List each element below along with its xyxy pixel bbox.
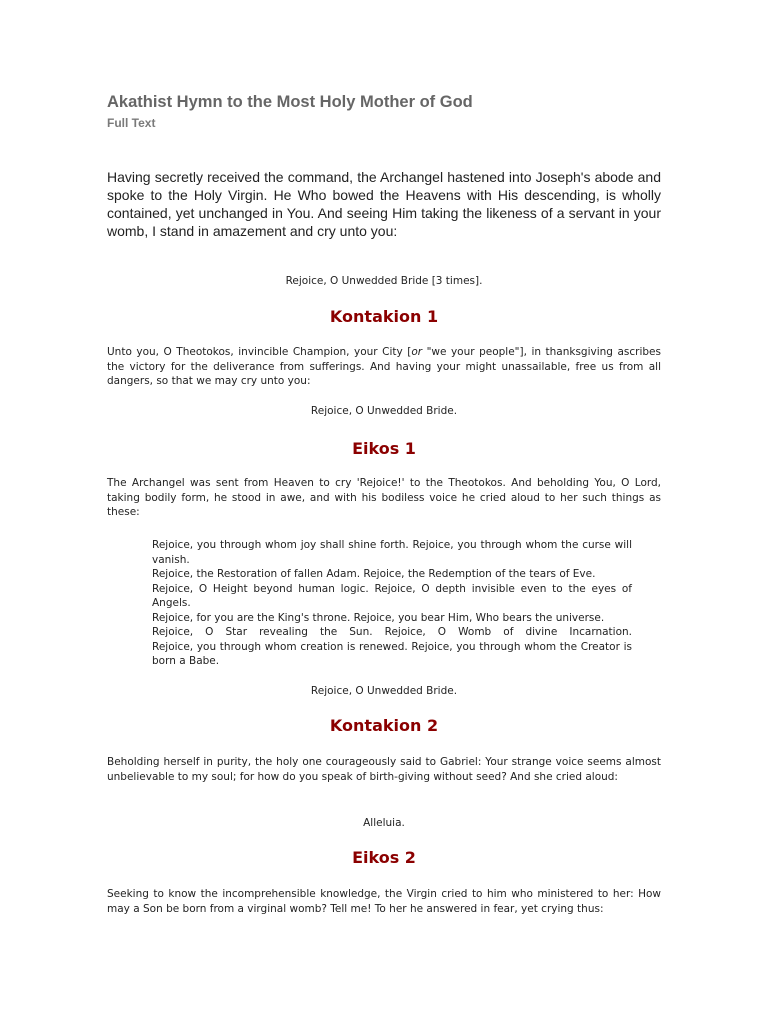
document-page (107, 90, 661, 915)
eikos-1-refrain: Rejoice, O Unwedded Bride. (310, 685, 458, 697)
page-subtitle: Full Text (107, 116, 156, 130)
kontakion-1-heading: Kontakion 1 (329, 307, 439, 326)
kontakion-1-text-after: "we your people"], in thanksgiving ascribes the victory for the deliverance from sufferings. And having your might unassailable, free us from all dangers, so that we may cry unto you: (107, 346, 661, 387)
verse-line: Rejoice, you through whom joy shall shine forth. Rejoice, you through whom the curse will vanish. (152, 539, 632, 566)
verse-line: Rejoice, the Restoration of fallen Adam. Rejoice, the Redemption of the tears of Eve. (152, 568, 596, 580)
kontakion-1-text-or: or (411, 346, 423, 358)
kontakion-2-heading: Kontakion 2 (329, 716, 439, 735)
eikos-1-heading: Eikos 1 (352, 439, 416, 458)
verse-line: Rejoice, for you are the King's throne. Rejoice, you bear Him, Who bears the universe. (152, 611, 605, 624)
verse-line: Rejoice, O Height beyond human logic. Rejoice, O depth invisible even to the eyes of Angels. (152, 582, 632, 609)
eikos-2-text: Seeking to know the incomprehensible knowledge, the Virgin cried to him who ministered to her: How may a Son be born from a virginal womb? Tell me! To her he answered in fear, yet crying thus: (107, 888, 661, 915)
eikos-2-heading: Eikos 2 (352, 848, 416, 867)
kontakion-2-refrain: Alleluia. (363, 817, 405, 829)
eikos-1-text: The Archangel was sent from Heaven to cry 'Rejoice!' to the Theotokos. And beholding You, O Lord, taking bodily form, he stood in awe, and with his bodiless voice he cried aloud to her such things as these: (107, 477, 661, 518)
page-title: Akathist Hymn to the Most Holy Mother of God (107, 93, 473, 111)
kontakion-2-text: Beholding herself in purity, the holy one courageously said to Gabriel: Your strange voice seems almost unbelievable to my soul; for how do you speak of birth-giving without seed? And she cried aloud: (107, 756, 661, 783)
intro-paragraph: Having secretly received the command, the Archangel hastened into Joseph's abode and spoke to the Holy Virgin. He Who bowed the Heavens with His descending, is wholly contained, yet unchanged in You. And seeing Him taking the likeness of a servant in your womb, I stand in amazement and cry unto you: (107, 169, 661, 239)
kontakion-1-text (107, 345, 661, 389)
verse-line: Rejoice, you through whom creation is renewed. Rejoice, you through whom the Creator is born a Babe. (152, 640, 632, 667)
intro-refrain: Rejoice, O Unwedded Bride [3 times]. (285, 275, 483, 287)
verse-line: Rejoice, O Star revealing the Sun. Rejoice, O Womb of divine Incarnation. (152, 626, 632, 638)
kontakion-1-refrain: Rejoice, O Unwedded Bride. (310, 405, 458, 417)
eikos-1-verses (152, 538, 632, 669)
kontakion-1-text-before: Unto you, O Theotokos, invincible Champion, your City [ (107, 346, 412, 358)
